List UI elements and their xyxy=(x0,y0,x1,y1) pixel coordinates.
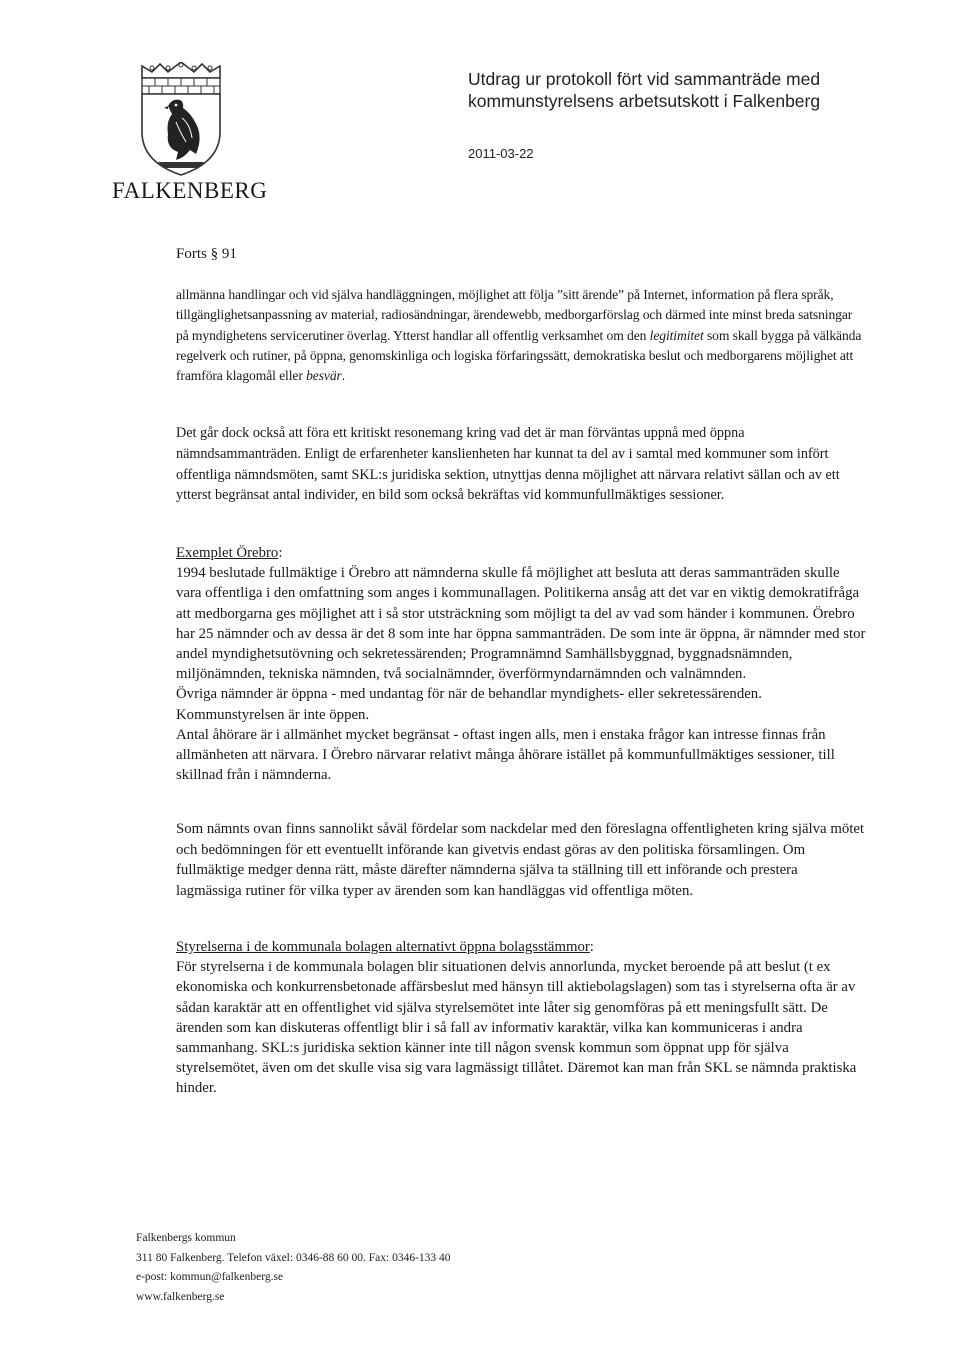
heading-colon: : xyxy=(589,939,594,955)
organization-name: FALKENBERG xyxy=(112,178,268,203)
example-orebro-paragraph-1: 1994 beslutade fullmäktige i Örebro att nämnderna skulle få möjlighet att besluta att deras sammanträden skulle vara offentliga i den omfattning som anges i kommunallagen. Politikerna ansåg att det var en viktig demokratifråga att medborgarna ges möjlighet att i så stor utsträckning som möjligt ta del av vad som händer i kommunen. Örebro har 25 nämnder och av dessa är det 8 som inte har öppna sammanträden. De som inte är öppna, är nämnder med stor andel myndighetsutövning och sekretessärenden; Programnämnd Samhällsbyggnad, byggnadsnämnden, miljönämnden, tekniska nämnden, två socialnämnder, överförmyndarnämnden och valnämnden. xyxy=(176,565,866,683)
paragraph-advantages-text: Som nämnts ovan finns sannolikt såväl fördelar som nackdelar med den föreslagna offentligheten kring själva mötet och bedömningen för ett eventuellt införande kan givetvis endast göras av den politiska församlingen. Om fullmäktige medger denna rätt, måste därefter nämnderna själva ta ställning till ett införande och prestera lagmässiga rutiner för vilka typer av ärenden som kan handläggas vid offentliga möten. xyxy=(176,821,865,899)
footer-email: e-post: kommun@falkenberg.se xyxy=(136,1271,284,1283)
heading-colon: : xyxy=(278,545,283,561)
example-orebro-paragraph-3: Antal åhörare är i allmänhet mycket begränsat - oftast ingen alls, men i enstaka frågor kan intresse finnas från allmänheten att närvara. I Örebro närvarar relativt många åhörare istället på kommunfullmäktiges sessioner, till skillnad från i nämnderna. xyxy=(176,726,835,784)
paragraph-advantages xyxy=(176,819,866,901)
section-reference: Forts § 91 xyxy=(176,246,237,262)
coat-of-arms-icon xyxy=(138,62,224,176)
styrelse-section xyxy=(176,937,866,1099)
document-title xyxy=(468,68,928,112)
footer-line-2: 311 80 Falkenberg. Telefon växel: 0346-88 60 00. Fax: 0346-133 40 xyxy=(136,1251,451,1264)
example-orebro-section xyxy=(176,543,866,785)
footer-website: www.falkenberg.se xyxy=(136,1290,225,1303)
footer-line-1: Falkenbergs kommun xyxy=(136,1232,236,1244)
styrelse-paragraph: För styrelserna i de kommunala bolagen blir situationen delvis annorlunda, mycket beroende på att beslut (t ex ekonomiska och konkurrensbetonade affärsbeslut med hänsyn till aktiebolagslagen) som tas i styrelserna ofta är av sådan karaktär att en offentlighet vid själva styrelsemötet inte låter sig genomföras på ett meningsfullt sätt. De ärenden som kan diskuteras offentligt blir i så fall av informativ karaktär, vilka kan kommuniceras i andra sammanhang. SKL:s juridiska sektion känner inte till någon svensk kommun som öppnat upp för själva styrelsemötet, även om det skulle visa sig vara lagmässigt tillåtet. Däremot kan man från SKL se nämnda praktiska hinder. xyxy=(176,959,857,1097)
paragraph-critical-text: Det går dock också att föra ett kritiskt resonemang kring vad det är man förväntas uppnå med öppna nämndsammanträden. Enligt de erfarenheter kanslienheten har kunnat ta del av i samtal med kommuner som infört offentliga nämndsmöten, samt SKL:s juridiska sektion, utnyttjas denna möjlighet att närvara relativt sällan och av ett ytterst begränsat antal individer, en bild som också bekräftas vid kommunfullmäktiges sessioner. xyxy=(176,425,840,504)
styrelse-heading: Styrelserna i de kommunala bolagen alternativt öppna bolagsstämmor xyxy=(176,939,590,955)
paragraph-critical xyxy=(176,423,866,506)
paragraph-main xyxy=(176,285,866,386)
paragraph-main-part-2: som skall bygga på välkända regelverk och rutiner, på öppna, genomskinliga och logiska förfaringssätt, demokratiska beslut och medborgarens möjlighet att framföra klagomål eller xyxy=(176,327,862,384)
example-orebro-paragraph-2: Övriga nämnder är öppna - med undantag för när de behandlar myndighets- eller sekretessärenden. Kommunstyrelsen är inte öppen. xyxy=(176,686,762,723)
footer-address xyxy=(136,1229,451,1307)
document-title-line-1: Utdrag ur protokoll fört vid sammanträde med xyxy=(468,69,821,89)
document-date: 2011-03-22 xyxy=(468,146,534,161)
example-orebro-heading: Exemplet Örebro xyxy=(176,545,279,561)
paragraph-main-part-3: . xyxy=(341,368,346,384)
emphasis-besvar: besvär xyxy=(306,368,342,384)
paragraph-main-part-1: allmänna handlingar och vid själva handläggningen, möjlighet att följa ”sitt ärende” på Internet, information på flera språk, tillgänglighetsanpassning av material, radiosändningar, ärendewebb, medborgarförslag och därmed inte minst breda satsningar på myndighetens servicerutiner överlag. Ytterst handlar all offentlig verksamhet om den xyxy=(176,287,853,343)
emphasis-legitimitet: legitimitet xyxy=(649,327,704,343)
document-title-line-2: kommunstyrelsens arbetsutskott i Falkenberg xyxy=(468,91,821,111)
